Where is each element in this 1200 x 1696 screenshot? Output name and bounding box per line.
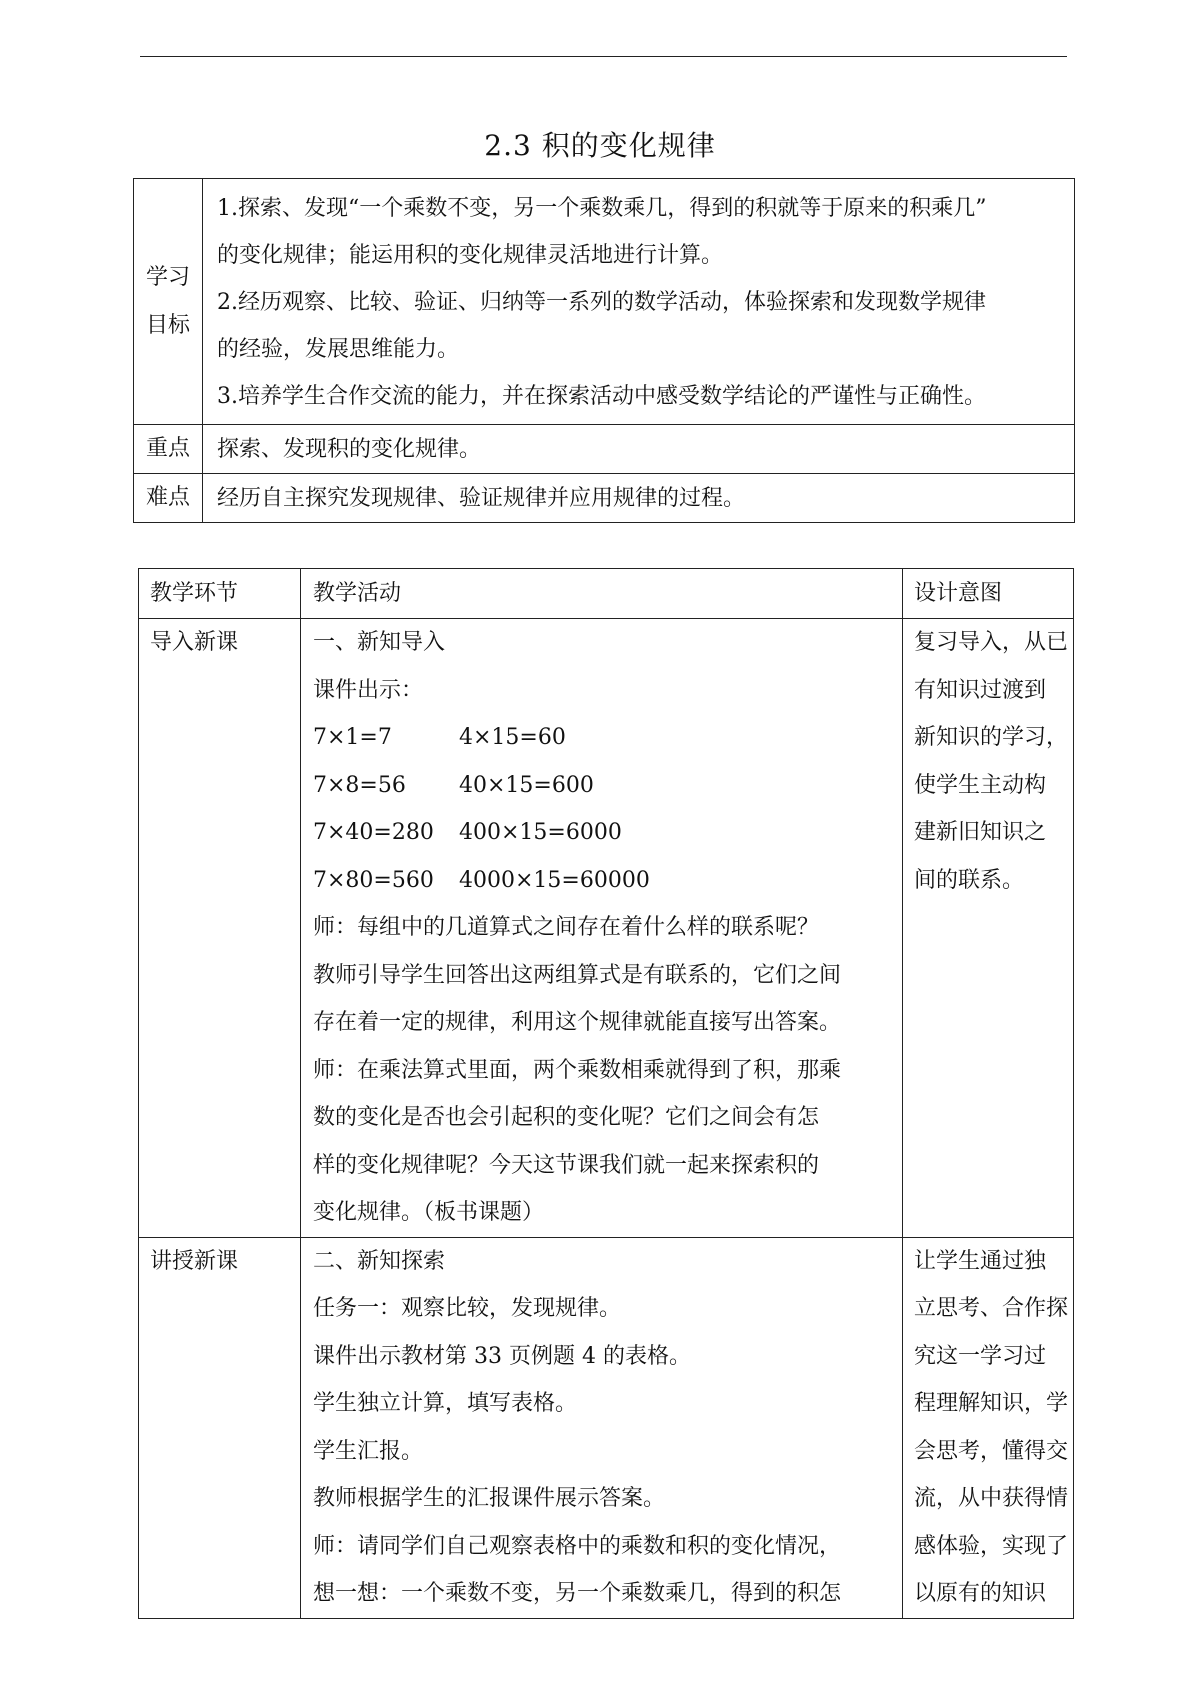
teach-stage: 讲授新课 [139, 1237, 301, 1618]
difficulty-row [134, 474, 1075, 523]
key-point-text: 探索、发现积的变化规律。 [203, 425, 1075, 474]
difficulty-label: 难点 [134, 474, 203, 523]
objectives-table [133, 178, 1075, 523]
activity-line: 二、新知探索 [313, 1248, 446, 1274]
goal-line: 1.探索、发现“一个乘数不变，另一个乘数乘几，得到的积就等于原来的积乘几” [217, 196, 987, 221]
intro-activity [301, 619, 903, 1238]
header-intent: 设计意图 [903, 569, 1074, 619]
activity-line: 教师根据学生的汇报课件展示答案。 [313, 1486, 666, 1511]
activity-line: 课件出示教材第 33 页例题 4 的表格。 [313, 1343, 691, 1369]
difficulty-text: 经历自主探究发现规律、验证规律并应用规律的过程。 [203, 474, 1075, 523]
intent-line: 建新旧知识之 [914, 820, 1047, 845]
intent-line: 新知识的学习， [914, 725, 1069, 750]
intent-line: 让学生通过独 [914, 1248, 1047, 1274]
intent-line: 以原有的知识 [914, 1581, 1047, 1606]
intent-line: 流，从中获得情 [914, 1486, 1069, 1511]
activity-line: 教师引导学生回答出这两组算式是有联系的，它们之间 [313, 962, 842, 988]
activity-line: 师：每组中的几道算式之间存在着什么样的联系呢？ [313, 915, 820, 940]
intro-slide: 课件出示： [313, 677, 424, 703]
equation-row: 7×1=7 4×15=60 [313, 725, 566, 750]
activity-line: 变化规律。（板书课题） [313, 1200, 545, 1225]
teach-row [139, 1237, 1074, 1618]
key-point-row [134, 425, 1075, 474]
intro-intent [903, 619, 1074, 1238]
teach-intent [903, 1237, 1074, 1618]
equation-row: 7×8=56 40×15=600 [313, 772, 594, 798]
intent-line: 立思考、合作探 [914, 1296, 1069, 1321]
intent-line: 会思考，懂得交 [914, 1438, 1069, 1464]
activity-line: 数的变化是否也会引起积的变化呢？它们之间会有怎 [313, 1105, 820, 1130]
key-point-label: 重点 [134, 425, 203, 474]
intent-line: 间的联系。 [914, 867, 1025, 893]
header-rule [140, 56, 1067, 57]
intent-line: 使学生主动构 [914, 772, 1047, 798]
goal-line: 的经验，发展思维能力。 [217, 337, 460, 362]
activity-line: 师：请同学们自己观察表格中的乘数和积的变化情况， [313, 1533, 842, 1559]
learning-goals-row [134, 179, 1075, 425]
intent-line: 究这一学习过 [914, 1343, 1047, 1369]
intro-stage: 导入新课 [139, 619, 301, 1238]
learning-goals-content [203, 179, 1075, 425]
equation-row: 7×80=560 4000×15=60000 [313, 867, 650, 893]
activity-line: 学生独立计算，填写表格。 [313, 1391, 578, 1416]
header-stage: 教学环节 [139, 569, 301, 619]
activity-line: 存在着一定的规律，利用这个规律就能直接写出答案。 [313, 1010, 842, 1035]
teach-activity [301, 1237, 903, 1618]
activity-line: 想一想：一个乘数不变，另一个乘数乘几，得到的积怎 [313, 1581, 842, 1606]
lesson-table [138, 568, 1074, 1619]
activity-line: 样的变化规律呢？今天这节课我们就一起来探索积的 [313, 1152, 820, 1178]
intent-line: 有知识过渡到 [914, 677, 1047, 703]
lesson-header-row [139, 569, 1074, 619]
activity-line: 学生汇报。 [313, 1438, 424, 1464]
intro-heading: 一、新知导入 [313, 630, 446, 655]
activity-line: 任务一：观察比较，发现规律。 [313, 1296, 622, 1321]
goal-line: 2.经历观察、比较、验证、归纳等一系列的数学活动，体验探索和发现数学规律 [217, 290, 986, 315]
document-title: 2.3 积的变化规律 [484, 129, 716, 162]
intent-line: 程理解知识，学 [914, 1391, 1069, 1416]
intro-row [139, 619, 1074, 1238]
header-activity: 教学活动 [301, 569, 903, 619]
goal-line: 3.培养学生合作交流的能力，并在探索活动中感受数学结论的严谨性与正确性。 [217, 384, 986, 409]
goal-line: 的变化规律；能运用积的变化规律灵活地进行计算。 [217, 243, 724, 268]
learning-goals-label: 学习 目标 [134, 179, 203, 425]
activity-line: 师：在乘法算式里面，两个乘数相乘就得到了积，那乘 [313, 1057, 842, 1083]
intent-line: 复习导入，从已 [914, 630, 1069, 655]
equation-row: 7×40=280 400×15=6000 [313, 820, 622, 845]
intent-line: 感体验，实现了 [914, 1533, 1069, 1559]
